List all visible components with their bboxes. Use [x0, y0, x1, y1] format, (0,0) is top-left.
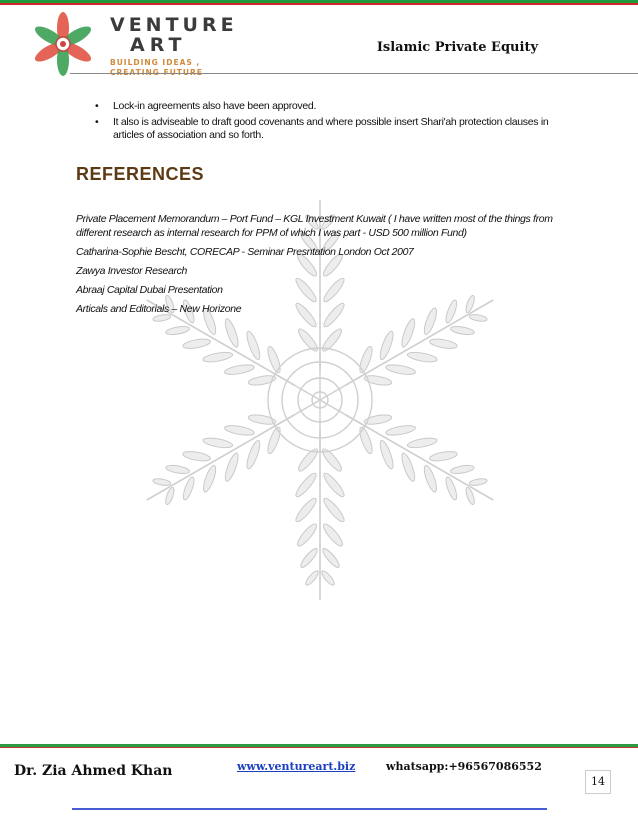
- footer-author: Dr. Zia Ahmed Khan: [14, 763, 173, 779]
- footer-divider-blue: [72, 808, 547, 810]
- brand-tagline: [110, 58, 238, 78]
- reference-item: Private Placement Memorandum – Port Fund – KGL Investment Kuwait ( I have written most of the things from different research as internal research for PPM of which I was part - USD 500 million Fund): [76, 213, 553, 239]
- bullet-list: [95, 100, 565, 145]
- top-color-bar: [0, 0, 638, 5]
- brand-name-line2: ART: [130, 34, 187, 56]
- page-number: 14: [585, 770, 611, 794]
- brand-name-line1: VENTURE: [110, 14, 238, 36]
- references-list: [76, 212, 566, 321]
- tagline-line1: BUILDING IDEAS ,: [110, 58, 201, 67]
- document-title: Islamic Private Equity: [376, 40, 538, 55]
- bullet-item: • Lock-in agreements also have been approved.: [95, 100, 565, 113]
- palm-leaf-logo-icon: [22, 8, 104, 80]
- footer-website-link[interactable]: www.ventureart.biz: [237, 760, 356, 773]
- reference-item: Articals and Editorials – New Horizone: [76, 303, 242, 315]
- venture-art-logo: [22, 8, 242, 80]
- references-heading: REFERENCES: [76, 164, 205, 184]
- reference-item: Abraaj Capital Dubai Presentation: [76, 284, 223, 296]
- footer-divider-red: [0, 747, 638, 748]
- footer-whatsapp: whatsapp:+96567086552: [386, 760, 542, 773]
- reference-item: Zawya Investor Research: [76, 265, 187, 277]
- reference-item: Catharina-Sophie Bescht, CORECAP - Seminar Presntation London Oct 2007: [76, 246, 414, 258]
- header-divider: [70, 73, 638, 74]
- bullet-item: • It also is adviseable to draft good covenants and where possible insert Shari'ah protection clauses in articles of association and so forth.: [95, 116, 565, 142]
